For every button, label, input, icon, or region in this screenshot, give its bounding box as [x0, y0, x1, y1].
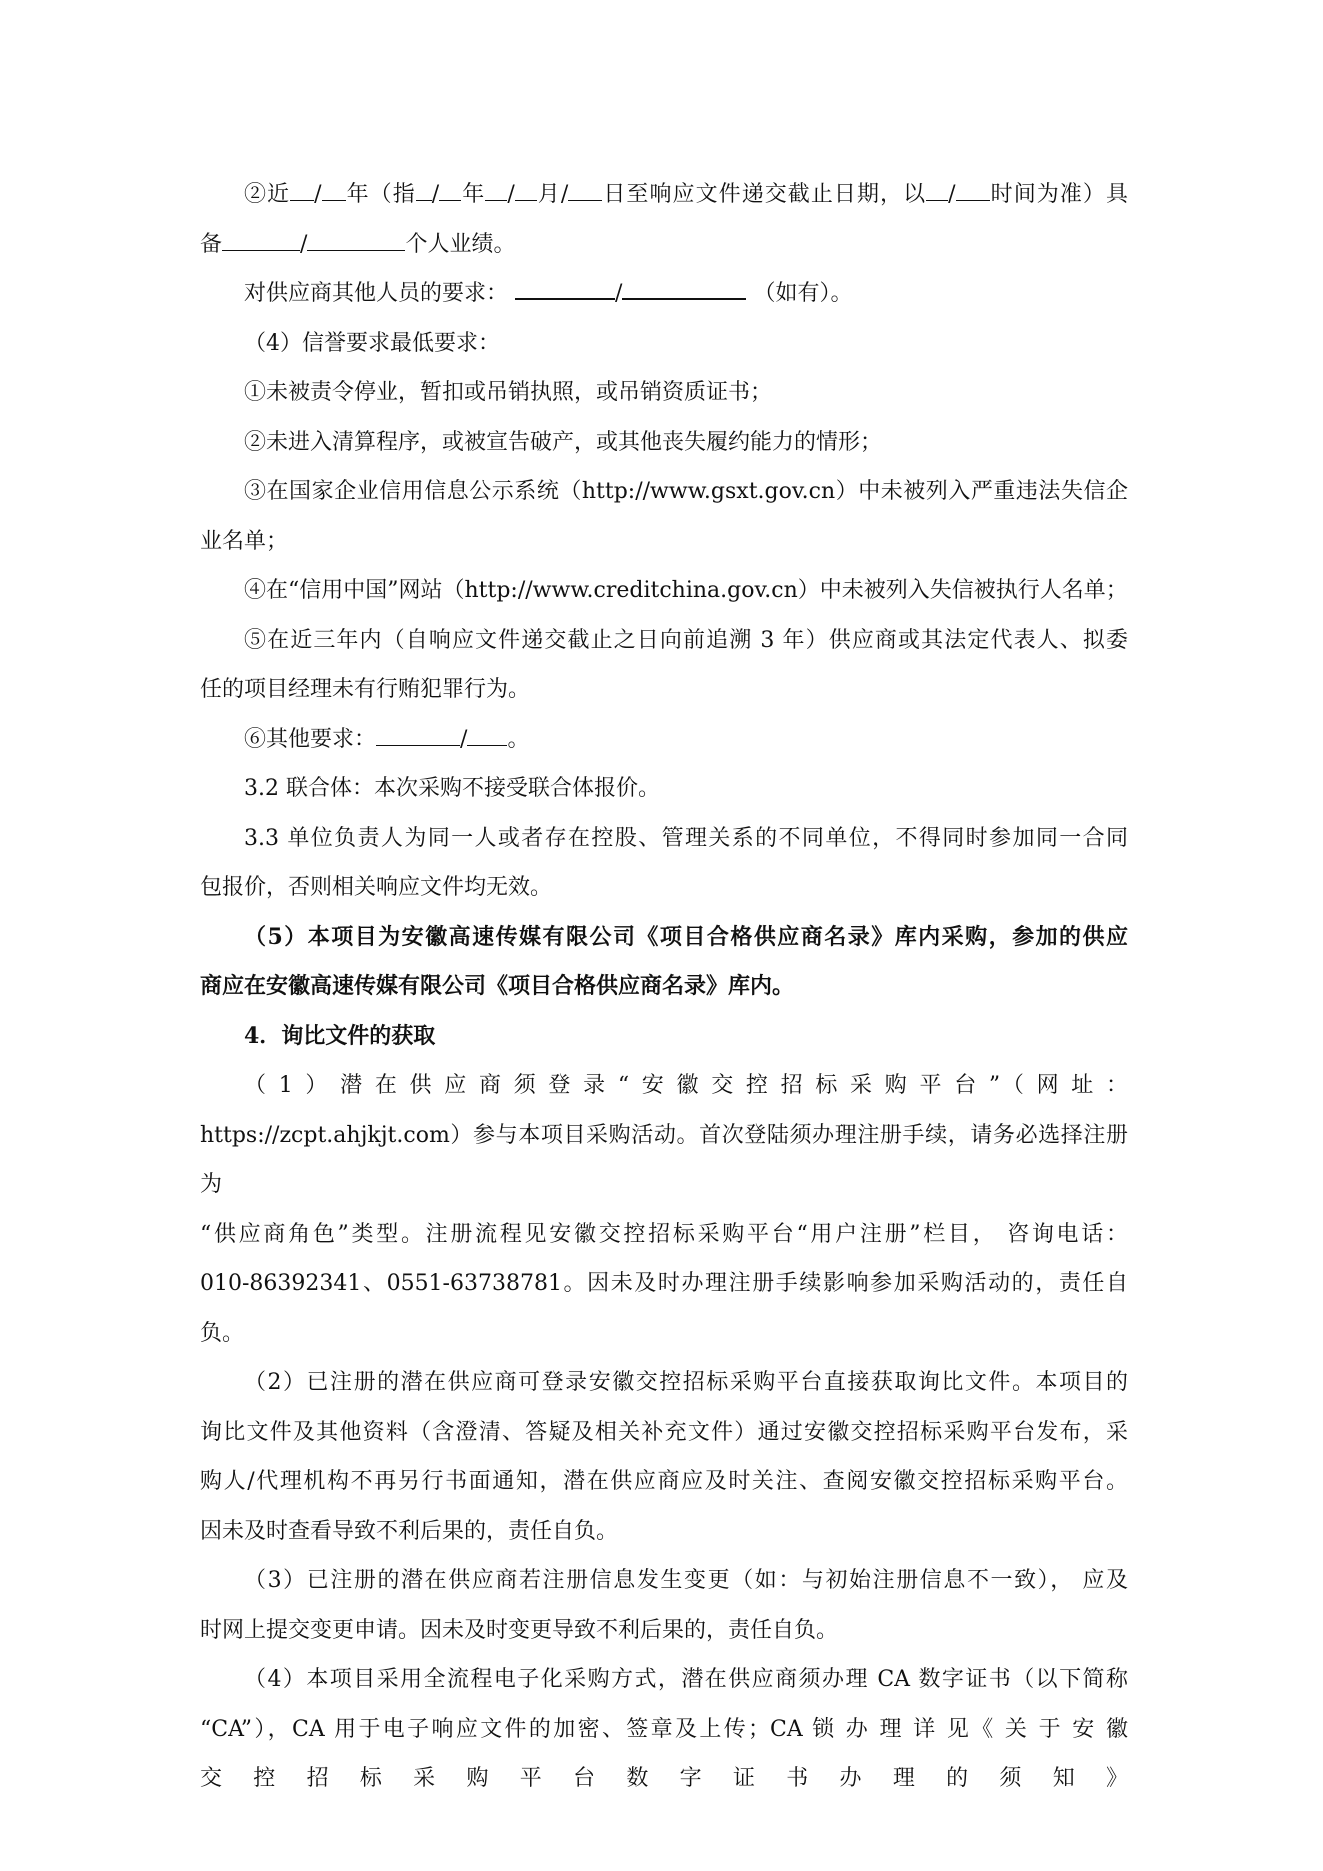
paragraph-login-line2: https://zcpt.ahjkjt.com）参与本项目采购活动。首次登陆须办理注册手续，请务必选择注册为	[200, 1122, 1128, 1197]
credit-item-3-line2: 业名单；	[200, 528, 289, 554]
blank-field	[290, 176, 314, 201]
credit-item-5-line2: 任的项目经理未有行贿犯罪行为。	[200, 677, 531, 702]
blank-field	[322, 176, 346, 201]
paragraph-change-line1: （3）已注册的潜在供应商若注册信息发生变更（如：与初始注册信息不一致）， 应及	[244, 1568, 1128, 1593]
paragraph-download-line1: （2）已注册的潜在供应商可登录安徽交控招标采购平台直接获取询比文件。本项目的	[244, 1370, 1128, 1395]
paragraph-consortium: 3.2 联合体：本次采购不接受联合体报价。	[244, 776, 660, 801]
blank-field	[376, 721, 460, 746]
blank-field	[568, 176, 602, 201]
document-page	[200, 170, 1128, 1804]
paragraph-related-units-line1: 3.3 单位负责人为同一人或者存在控股、管理关系的不同单位，不得同时参加同一合同	[244, 825, 1128, 851]
blank-field	[515, 274, 615, 300]
paragraph-login-line3: “供应商角色”类型。注册流程见安徽交控招标采购平台“用户注册”栏目， 咨询电话：	[200, 1221, 1128, 1247]
credit-item-6: ⑥其他要求： / 。	[200, 715, 1128, 765]
blank-field	[622, 274, 746, 300]
blank-field	[467, 721, 507, 746]
blank-field	[222, 226, 300, 251]
section-heading-obtaining-documents: 4．询比文件的获取	[244, 1022, 436, 1049]
paragraph-personal-performance-line2: 备 / 个人业绩。	[200, 220, 1128, 270]
paragraph-download-line3: 购人/代理机构不再另行书面通知，潜在供应商应及时关注、查阅安徽交控招标采购平台。	[200, 1469, 1128, 1494]
paragraph-change-line2: 时网上提交变更申请。因未及时变更导致不利后果的，责任自负。	[200, 1617, 839, 1643]
credit-item-4: ④在“信用中国”网站（http://www.creditchina.gov.cn）中未被列入失信被执行人名单；	[244, 578, 1128, 603]
paragraph-download-line4: 因未及时查看导致不利后果的，责任自负。	[200, 1518, 619, 1544]
paragraph-qualified-list-line1: （5）本项目为安徽高速传媒有限公司《项目合格供应商名录》库内采购，参加的供应	[244, 923, 1128, 950]
credit-item-5-line1: ⑤在近三年内（自响应文件递交截止之日向前追溯 3 年）供应商或其法定代表人、拟委	[244, 627, 1128, 653]
paragraph-ca-line3: 交 控 招 标 采 购 平 台 数 字 证 书 办 理 的 须 知 》	[200, 1766, 1128, 1791]
paragraph-download-line2: 询比文件及其他资料（含澄清、答疑及相关补充文件）通过安徽交控招标采购平台发布，采	[200, 1419, 1128, 1445]
blank-field	[956, 176, 990, 201]
paragraph-personal-performance-line1: ②近 / 年（指 / 年 / 月/ 日至响应文件递交截止日期，以 / 时间为准）具	[200, 170, 1128, 220]
credit-item-2: ②未进入清算程序，或被宣告破产，或其他丧失履约能力的情形；	[244, 429, 883, 455]
blank-field	[485, 176, 507, 201]
credit-item-1: ①未被责令停业，暂扣或吊销执照，或吊销资质证书；	[244, 380, 773, 405]
blank-field	[307, 226, 405, 251]
blank-field	[926, 176, 948, 201]
paragraph-ca-line2: “CA”），CA 用于电子响应文件的加密、签章及上传；CA 锁 办 理 详 见《 关 于 安 徽	[200, 1716, 1128, 1742]
heading-credit-requirements: （4）信誉要求最低要求：	[244, 330, 500, 356]
paragraph-ca-line1: （4）本项目采用全流程电子化采购方式，潜在供应商须办理 CA 数字证书（以下简称	[244, 1667, 1128, 1692]
paragraph-login-line1: （1）潜在供应商须登录“安徽交控招标采购平台”（网址：	[244, 1073, 1128, 1098]
blank-field	[439, 176, 461, 201]
paragraph-related-units-line2: 包报价，否则相关响应文件均无效。	[200, 875, 553, 900]
paragraph-other-personnel: 对供应商其他人员的要求： / （如有）。	[200, 269, 1128, 319]
paragraph-login-line4: 010-86392341、0551-63738781。因未及时办理注册手续影响参加采购活动的，责任自负。	[200, 1271, 1128, 1346]
credit-item-3-line1: ③在国家企业信用信息公示系统（http://www.gsxt.gov.cn）中未被列入严重违法失信企	[244, 479, 1128, 504]
paragraph-qualified-list-line2: 商应在安徽高速传媒有限公司《项目合格供应商名录》库内。	[200, 973, 795, 999]
blank-field	[416, 176, 432, 201]
blank-field	[515, 176, 537, 201]
